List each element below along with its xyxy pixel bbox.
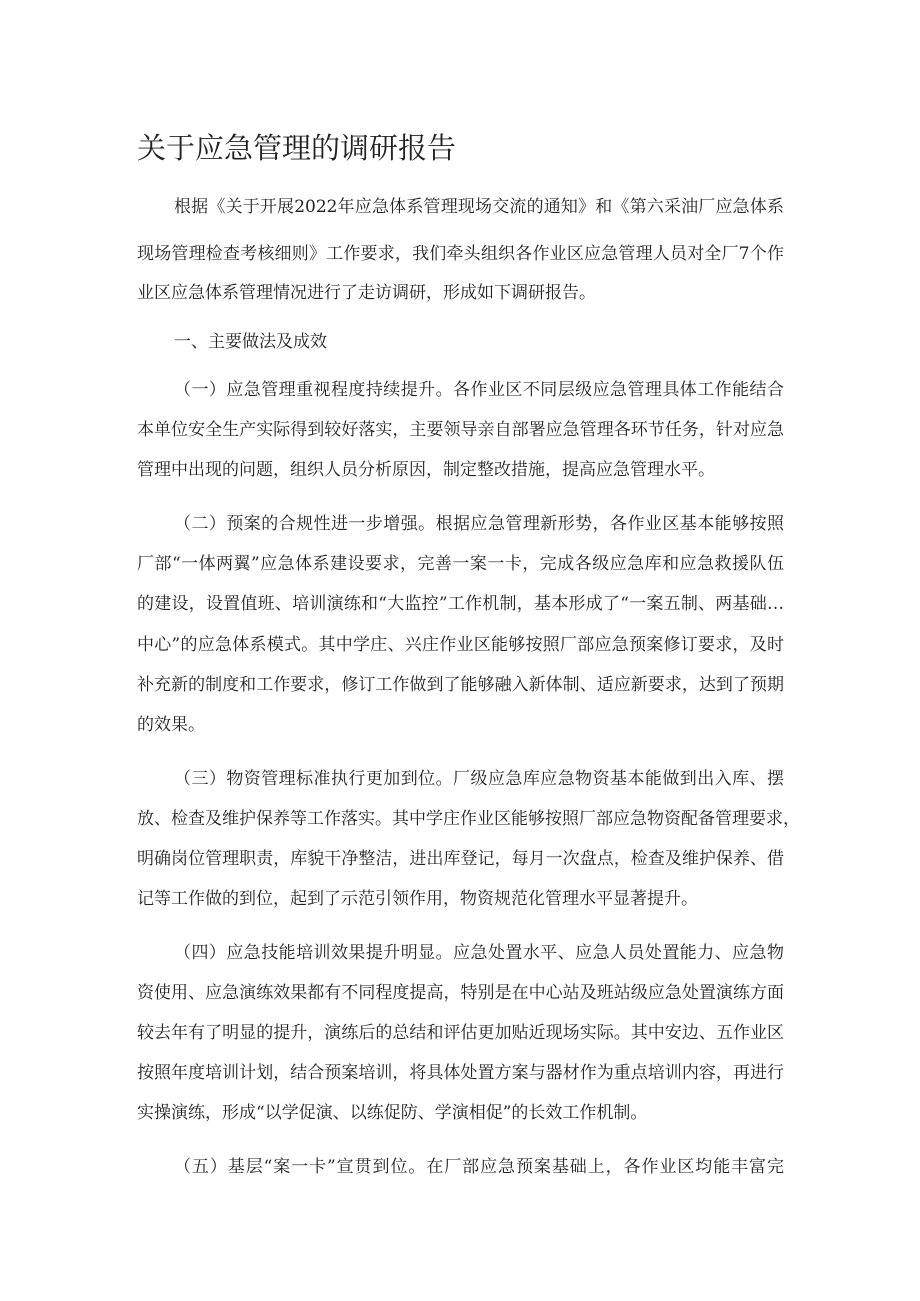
paragraph-line: 的效果。 [137,715,205,735]
paragraph-line: （四）应急技能培训效果提升明显。应急处置水平、应急人员处置能力、应急物 [174,943,784,963]
paragraph-line: 厂部“一体两翼”应急体系建设要求，完善一案一卡，完成各级应急库和应急救援队伍 [137,554,784,574]
paragraph-line: 本单位安全生产实际得到较好落实，主要领导亲自部署应急管理各环节任务，针对应急 [137,420,784,440]
paragraph-line: （五）基层“案一卡”宣贯到位。在厂部应急预案基础上，各作业区均能丰富完 [174,1157,784,1177]
paragraph-line: 明确岗位管理职责，库貌干净整洁，进出库登记，每月一次盘点，检查及维护保养、借 [137,849,784,869]
document-title: 关于应急管理的调研报告 [137,131,457,165]
paragraph-line: 中心”的应急体系模式。其中学庄、兴庄作业区能够按照厂部应急预案修订要求，及时 [137,635,784,655]
paragraph-line: 的建设，设置值班、培训演练和“大监控”工作机制，基本形成了“一案五制、两基础… [137,594,784,614]
paragraph-line: 资使用、应急演练效果都有不同程度提高，特别是在中心站及班站级应急处置演练方面 [137,983,784,1003]
paragraph-line: 实操演练，形成“以学促演、以练促防、学演相促”的长效工作机制。 [137,1103,648,1123]
paragraph-line: 按照年度培训计划，结合预案培训，将具体处置方案与器材作为重点培训内容，再进行 [137,1063,784,1083]
paragraph-line: （三）物资管理标准执行更加到位。厂级应急库应急物资基本能做到出入库、摆 [174,769,784,789]
paragraph-line: （一）应急管理重视程度持续提升。各作业区不同层级应急管理具体工作能结合 [174,380,784,400]
paragraph-line: 记等工作做的到位，起到了示范引领作用，物资规范化管理水平显著提升。 [137,889,698,909]
paragraph-line: 较去年有了明显的提升，演练后的总结和评估更加贴近现场实际。其中安边、五作业区 [137,1023,784,1043]
paragraph-line: 管理中出现的问题，组织人员分析原因，制定整改措施，提高应急管理水平。 [137,460,715,480]
paragraph-line: 放、检查及维护保养等工作落实。其中学庄作业区能够按照厂部应急物资配备管理要求， [137,809,800,829]
paragraph-line: （二）预案的合规性进一步增强。根据应急管理新形势，各作业区基本能够按照 [174,514,784,534]
paragraph-line: 业区应急体系管理情况进行了走访调研，形成如下调研报告。 [137,283,596,303]
paragraph-line: 现场管理检查考核细则》工作要求，我们牵头组织各作业区应急管理人员对全厂7个作 [137,244,784,264]
section-heading: 一、主要做法及成效 [174,332,327,352]
paragraph-line: 补充新的制度和工作要求，修订工作做到了能够融入新体制、适应新要求，达到了预期 [137,675,784,695]
paragraph-line: 根据《关于开展2022年应急体系管理现场交流的通知》和《第六采油厂应急体系 [174,197,784,217]
